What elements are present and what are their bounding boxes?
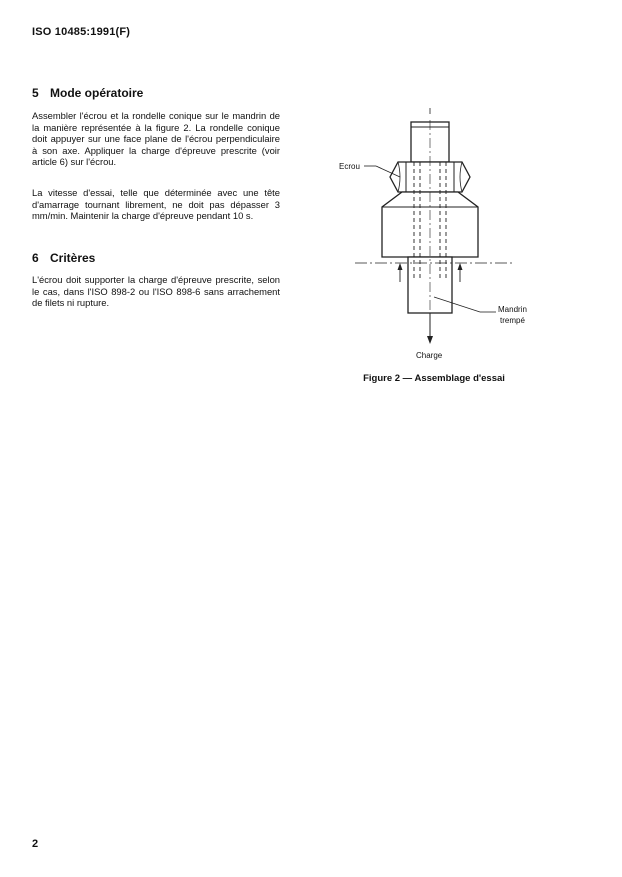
section-5-heading <box>32 86 143 100</box>
figure-caption: Figure 2 — Assemblage d'essai <box>363 373 505 384</box>
reaction-arrowhead-left <box>398 263 403 270</box>
load-arrowhead <box>427 336 433 344</box>
section-5-paragraph-1: Assembler l'écrou et la rondelle conique sur le mandrin de la manière représentée à la figure 2. La rondelle conique doit appuyer sur une face plane de l'écrou perpendiculaire à son axe. Appliquer la charge d'épreuve prescrite (voir article 6) sur l'écrou. <box>32 110 280 168</box>
test-assembly-figure <box>300 100 540 365</box>
section-6-number: 6 <box>32 251 39 265</box>
section-6-paragraph-1: L'écrou doit supporter la charge d'épreuve prescrite, selon le cas, dans l'ISO 898-2 ou l'ISO 898-6 sans arrachement de filets ni rupture. <box>32 274 280 309</box>
document-header: ISO 10485:1991(F) <box>32 26 131 38</box>
section-5-title: Mode opératoire <box>50 86 144 100</box>
label-mandrin: Mandrin <box>498 305 527 314</box>
label-charge: Charge <box>416 351 443 360</box>
section-6-title: Critères <box>50 251 96 265</box>
page-number: 2 <box>32 838 39 850</box>
section-6-heading <box>32 251 95 265</box>
section-5-paragraph-2: La vitesse d'essai, telle que déterminée avec une tête d'amarrage tournant librement, ne doit pas dépasser 3 mm/min. Maintenir la charge d'épreuve pendant 10 s. <box>32 187 280 222</box>
reaction-arrowhead-right <box>458 263 463 270</box>
label-trempe: trempé <box>500 316 525 325</box>
section-5-number: 5 <box>32 86 39 100</box>
label-ecrou: Ecrou <box>339 162 360 171</box>
